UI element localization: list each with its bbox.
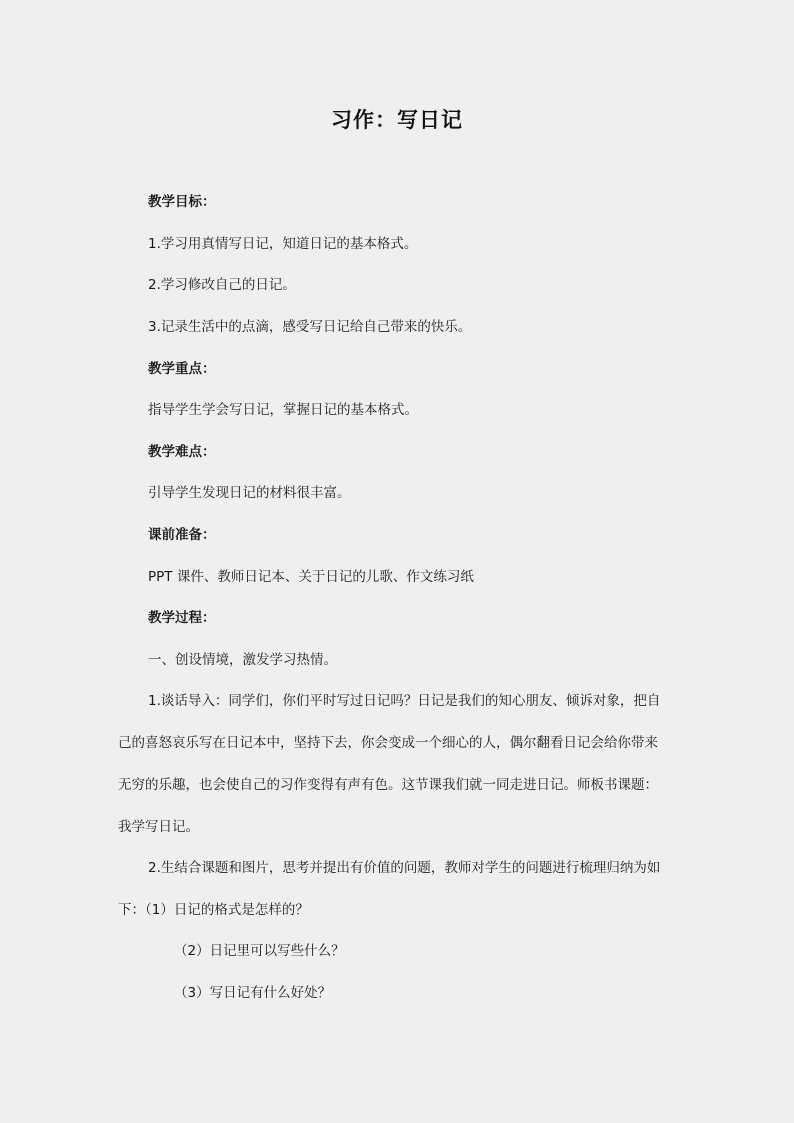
question-2: （2）日记里可以写些什么？ [174, 943, 345, 959]
difficulty-heading: 教学难点： [148, 444, 216, 460]
focus-heading: 教学重点： [148, 361, 216, 377]
step1-heading: 一、创设情境，激发学习热情。 [148, 652, 337, 668]
document-title: 习作：写日记 [331, 108, 463, 132]
goal-item-1: 1.学习用真情写日记，知道日记的基本格式。 [148, 236, 418, 252]
paragraph-line: 2.生结合课题和图片，思考并提出有价值的问题，教师对学生的问题进行梳理归纳为如 [148, 860, 661, 876]
prep-heading: 课前准备： [148, 527, 216, 543]
difficulty-text: 引导学生发现日记的材料很丰富。 [148, 485, 351, 501]
process-heading: 教学过程： [148, 610, 216, 626]
goals-heading: 教学目标： [148, 194, 216, 210]
goal-item-2: 2.学习修改自己的日记。 [148, 277, 296, 293]
paragraph-line: 己的喜怒哀乐写在日记本中，坚持下去，你会变成一个细心的人，偶尔翻看日记会给你带来 [118, 735, 658, 751]
paragraph-line: 1.谈话导入：同学们，你们平时写过日记吗？日记是我们的知心朋友、倾诉对象，把自 [148, 693, 661, 709]
paragraph-line: 下：（1）日记的格式是怎样的？ [118, 902, 309, 918]
focus-text: 指导学生学会写日记，掌握日记的基本格式。 [148, 402, 418, 418]
paragraph-line: 我学写日记。 [118, 819, 199, 835]
paragraph-line: 无穷的乐趣，也会使自己的习作变得有声有色。这节课我们就一同走进日记。师板书课题： [118, 777, 658, 793]
prep-text: PPT 课件、教师日记本、关于日记的儿歌、作文练习纸 [148, 569, 474, 585]
goal-item-3: 3.记录生活中的点滴，感受写日记给自己带来的快乐。 [148, 319, 472, 335]
question-3: （3）写日记有什么好处？ [174, 985, 332, 1001]
